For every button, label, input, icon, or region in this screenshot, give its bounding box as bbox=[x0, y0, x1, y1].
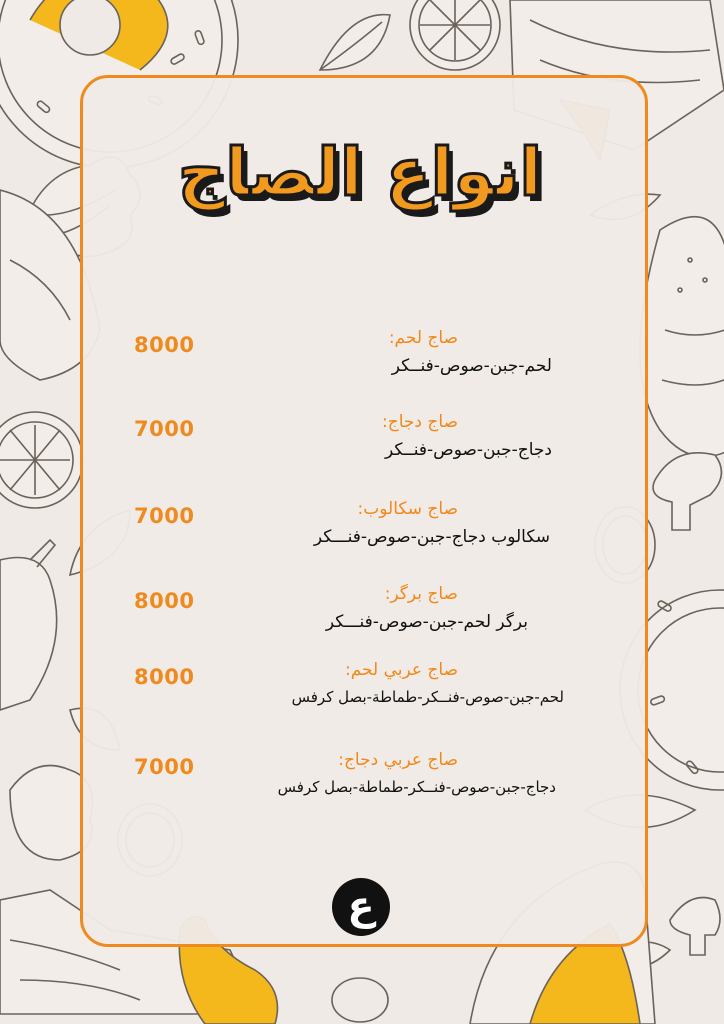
item-description: لحم-جبن-صوص-فنــكر-طماطة-بصل كرفس bbox=[291, 688, 564, 706]
item-price: 8000 bbox=[134, 333, 195, 357]
item-name: صاج لحم: bbox=[388, 328, 458, 348]
item-price: 7000 bbox=[134, 755, 195, 779]
item-description: برگر لحم-جبن-صوص-فنـــكر bbox=[325, 612, 528, 632]
item-name: صاج عربي لحم: bbox=[344, 660, 458, 680]
item-description: سكالوب دجاج-جبن-صوص-فنـــكر bbox=[313, 527, 550, 547]
drumstick-illustration bbox=[0, 540, 57, 710]
item-name: صاج دجاج: bbox=[382, 412, 458, 432]
burger-illustration bbox=[640, 217, 724, 457]
item-description: دجاج-جبن-صوص-فنــكر bbox=[385, 440, 552, 460]
item-description: لحم-جبن-صوص-فنــكر bbox=[391, 356, 552, 376]
brand-logo: ع bbox=[332, 878, 390, 936]
item-price: 7000 bbox=[134, 504, 195, 528]
tomato-slice-illustration bbox=[410, 0, 500, 70]
item-price: 8000 bbox=[134, 589, 195, 613]
item-name: صاج عربي دجاج: bbox=[338, 750, 458, 770]
item-price: 8000 bbox=[134, 665, 195, 689]
item-name: صاج برگر: bbox=[384, 584, 458, 604]
item-name: صاج سكالوب: bbox=[357, 499, 458, 519]
item-description: دجاج-جبن-صوص-فنــكر-طماطة-بصل كرفس bbox=[277, 778, 556, 796]
tomato-slice-illustration bbox=[0, 412, 83, 508]
menu-title: انواع الصاج bbox=[177, 134, 543, 211]
item-price: 7000 bbox=[134, 417, 195, 441]
